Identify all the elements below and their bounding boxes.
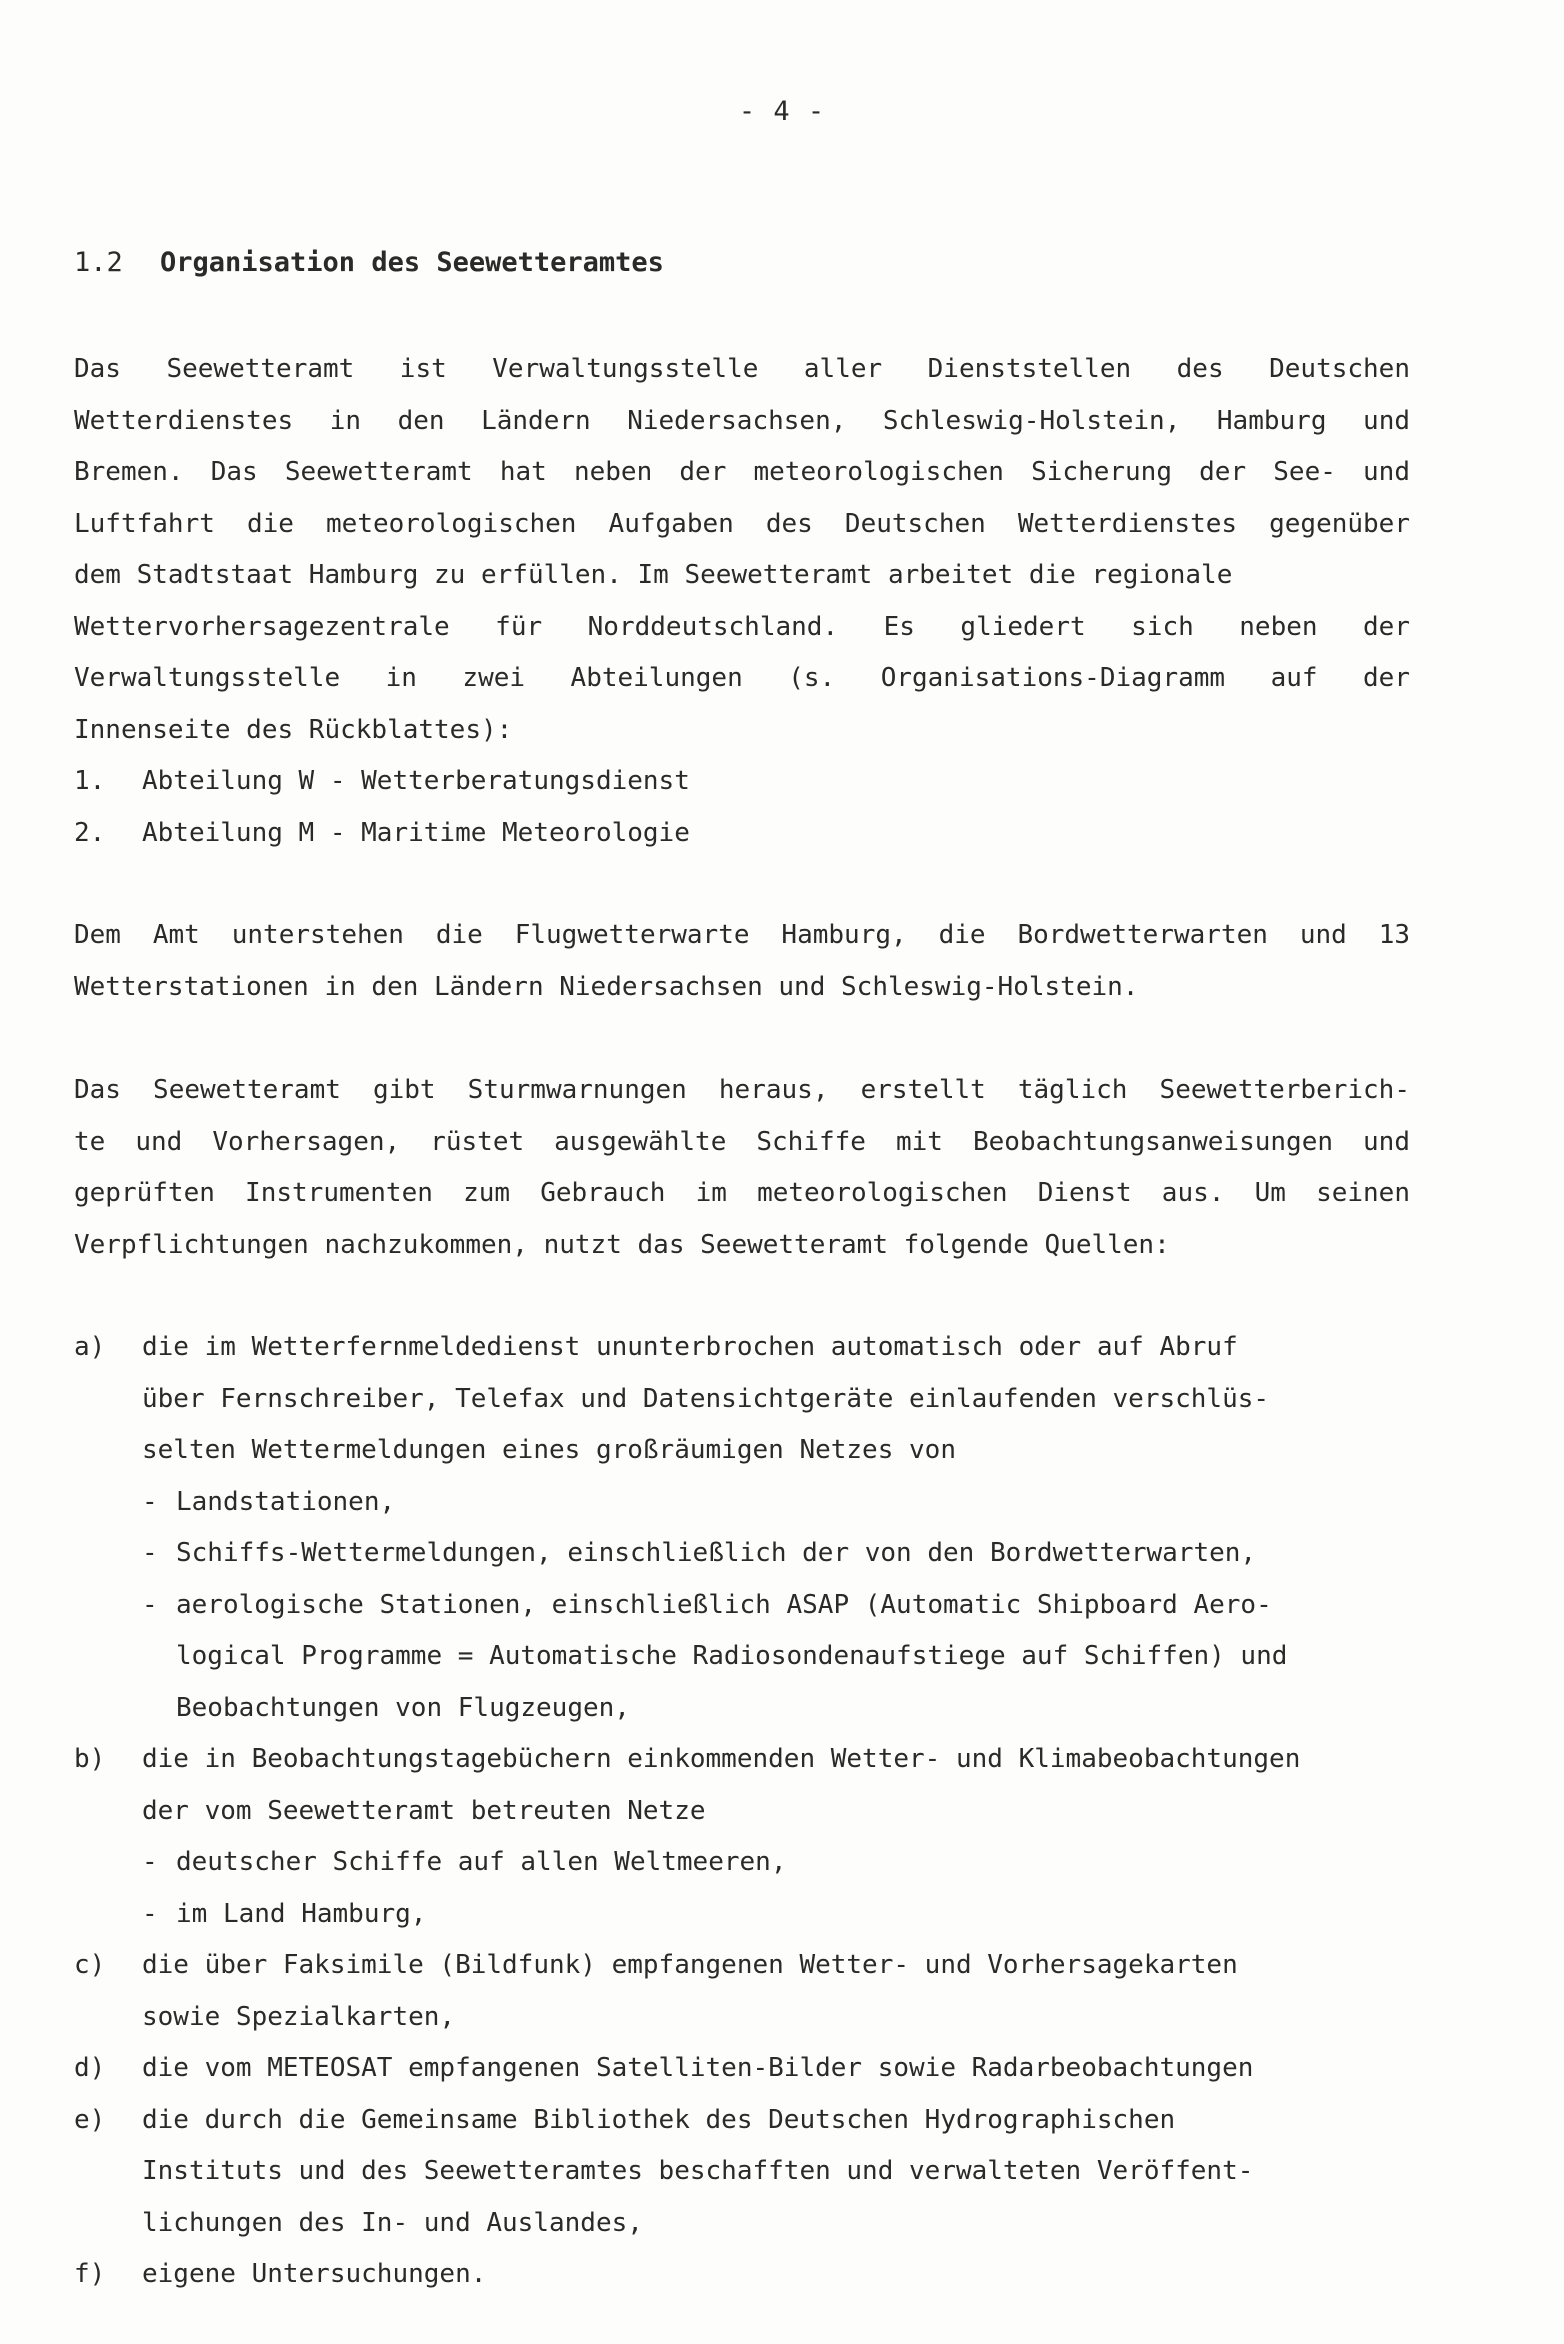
list-item-text: Abteilung W - Wetterberatungsdienst bbox=[142, 766, 690, 796]
sub-list-text: Landstationen, bbox=[176, 1486, 396, 1517]
paragraph-intro bbox=[74, 344, 1410, 756]
list-item bbox=[74, 808, 1410, 860]
list-item-text: die vom METEOSAT empfangenen Satelliten-Bilder sowie Radarbeobachtungen bbox=[142, 2053, 1254, 2083]
text-line: Verpflichtungen nachzukommen, nutzt das Seewetteramt folgende Quellen: bbox=[74, 1229, 1170, 1260]
sub-list-item bbox=[74, 1837, 1410, 1889]
sub-list-item bbox=[74, 1477, 1410, 1529]
text-line: Das Seewetteramt gibt Sturmwarnungen heraus, erstellt täglich Seewetterberich- bbox=[74, 1075, 1410, 1105]
sub-list-text: deutscher Schiffe auf allen Weltmeeren, bbox=[176, 1847, 787, 1877]
text-line: selten Wettermeldungen eines großräumigen Netzes von bbox=[142, 1435, 956, 1465]
dash-marker: - bbox=[142, 1847, 158, 1877]
text-line: über Fernschreiber, Telefax und Datensichtgeräte einlaufenden verschlüs- bbox=[142, 1383, 1270, 1414]
dash-marker: - bbox=[142, 1538, 158, 1568]
text-line: logical Programme = Automatische Radiosondenaufstiege auf Schiffen) und bbox=[176, 1641, 1288, 1671]
section-heading bbox=[74, 247, 664, 278]
list-marker: 2. bbox=[74, 817, 106, 848]
sub-list-item bbox=[74, 1528, 1410, 1580]
list-item-text: die über Faksimile (Bildfunk) empfangenen Wetter- und Vorhersagekarten bbox=[142, 1950, 1238, 1980]
text-line: sowie Spezialkarten, bbox=[142, 2001, 456, 2032]
list-item bbox=[74, 756, 1410, 808]
text-line: lichungen des In- und Auslandes, bbox=[142, 2207, 643, 2238]
text-line: Luftfahrt die meteorologischen Aufgaben des Deutschen Wetterdienstes gegenüber bbox=[74, 508, 1410, 539]
dash-marker: - bbox=[142, 1486, 158, 1517]
departments-list bbox=[74, 756, 1410, 859]
list-item bbox=[74, 1322, 1410, 1374]
sub-list-text: im Land Hamburg, bbox=[176, 1898, 427, 1929]
text-line: Beobachtungen von Flugzeugen, bbox=[176, 1692, 630, 1723]
dash-marker: - bbox=[142, 1898, 158, 1929]
list-marker: f) bbox=[74, 2259, 106, 2289]
section-title: Organisation des Seewetteramtes bbox=[160, 247, 664, 278]
list-item bbox=[74, 1734, 1410, 1786]
list-item-text: die im Wetterfernmeldedienst ununterbrochen automatisch oder auf Abruf bbox=[142, 1332, 1238, 1362]
list-marker: b) bbox=[74, 1744, 106, 1774]
sub-list-item bbox=[74, 1580, 1410, 1632]
list-item-text: Abteilung M - Maritime Meteorologie bbox=[142, 817, 690, 848]
list-item bbox=[74, 2095, 1410, 2147]
list-item bbox=[74, 2043, 1410, 2095]
list-marker: a) bbox=[74, 1332, 106, 1362]
text-line: Wetterdienstes in den Ländern Niedersachsen, Schleswig-Holstein, Hamburg und bbox=[74, 405, 1410, 436]
text-line: te und Vorhersagen, rüstet ausgewählte Schiffe mit Beobachtungsanweisungen und bbox=[74, 1126, 1410, 1157]
list-marker: 1. bbox=[74, 766, 106, 796]
text-line: der vom Seewetteramt betreuten Netze bbox=[142, 1795, 706, 1826]
text-line: Instituts und des Seewetteramtes beschafften und verwalteten Veröffent- bbox=[142, 2156, 1254, 2186]
sources-list bbox=[74, 1322, 1410, 2301]
text-line: Verwaltungsstelle in zwei Abteilungen (s. Organisations-Diagramm auf der bbox=[74, 663, 1410, 693]
list-item-text: die durch die Gemeinsame Bibliothek des Deutschen Hydrographischen bbox=[142, 2104, 1176, 2135]
page-number: - 4 - bbox=[738, 96, 826, 127]
sub-list-text: aerologische Stationen, einschließlich ASAP (Automatic Shipboard Aero- bbox=[176, 1589, 1272, 1620]
text-line: Dem Amt unterstehen die Flugwetterwarte Hamburg, die Bordwetterwarten und 13 bbox=[74, 920, 1410, 950]
text-line: dem Stadtstaat Hamburg zu erfüllen. Im Seewetteramt arbeitet die regionale bbox=[74, 560, 1233, 590]
list-item-text: eigene Untersuchungen. bbox=[142, 2259, 487, 2289]
text-line: Wettervorhersagezentrale für Norddeutschland. Es gliedert sich neben der bbox=[74, 611, 1410, 642]
list-item bbox=[74, 1940, 1410, 1992]
sub-list-text: Schiffs-Wettermeldungen, einschließlich der von den Bordwetterwarten, bbox=[176, 1538, 1257, 1568]
list-item bbox=[74, 2249, 1410, 2301]
list-marker: c) bbox=[74, 1950, 106, 1980]
text-line: Das Seewetteramt ist Verwaltungsstelle aller Dienststellen des Deutschen bbox=[74, 354, 1410, 384]
paragraph-tasks bbox=[74, 1065, 1410, 1271]
text-line: Innenseite des Rückblattes): bbox=[74, 714, 513, 745]
list-marker: d) bbox=[74, 2053, 106, 2083]
list-marker: e) bbox=[74, 2104, 106, 2135]
sub-list-item bbox=[74, 1889, 1410, 1941]
text-line: Wetterstationen in den Ländern Niedersachsen und Schleswig-Holstein. bbox=[74, 971, 1139, 1002]
text-line: Bremen. Das Seewetteramt hat neben der meteorologischen Sicherung der See- und bbox=[74, 457, 1410, 487]
text-line: geprüften Instrumenten zum Gebrauch im meteorologischen Dienst aus. Um seinen bbox=[74, 1178, 1410, 1208]
dash-marker: - bbox=[142, 1589, 158, 1620]
paragraph-subordinates bbox=[74, 910, 1410, 1013]
list-item-text: die in Beobachtungstagebüchern einkommenden Wetter- und Klimabeobachtungen bbox=[142, 1744, 1301, 1774]
section-number: 1.2 bbox=[74, 247, 123, 278]
